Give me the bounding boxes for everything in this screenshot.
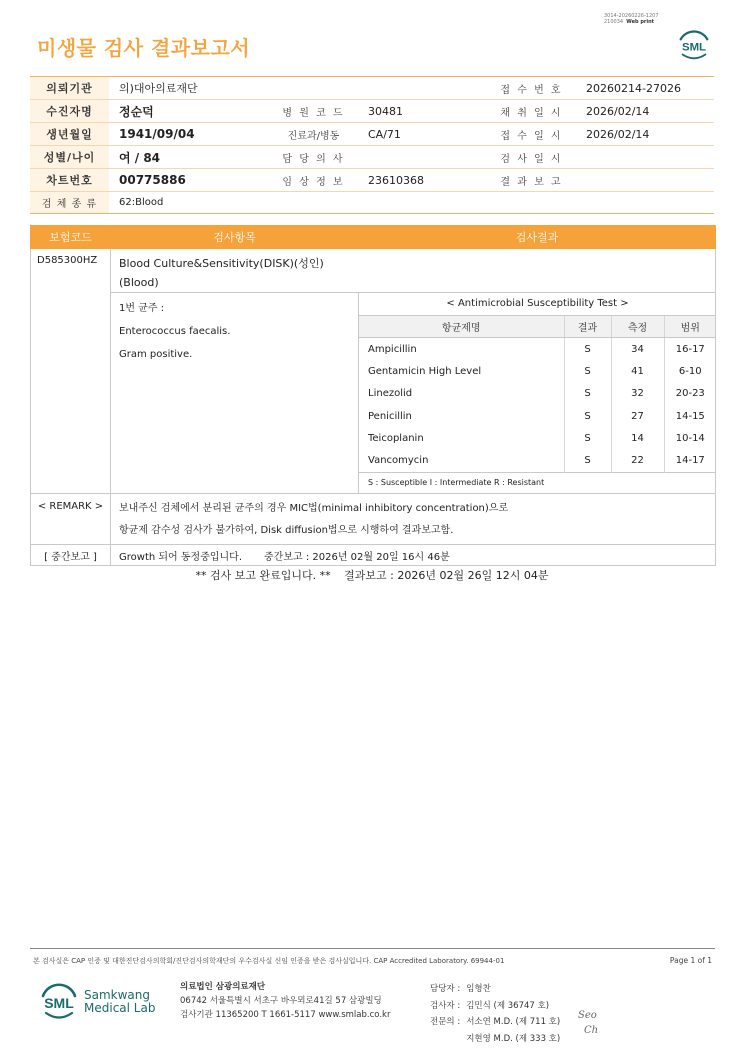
organism-cell bbox=[111, 293, 359, 494]
specialist-1: 서소연 M.D. (제 711 호) bbox=[466, 1017, 561, 1027]
final-report-line bbox=[0, 567, 744, 583]
web-print-label: Web print bbox=[626, 19, 655, 25]
tester-name: 김민식 (제 36747 호) bbox=[466, 1000, 550, 1011]
organism-label: 1번 균주 : bbox=[119, 303, 165, 314]
antibiotic-result: S bbox=[564, 338, 611, 360]
col-drug: 항균제명 bbox=[359, 315, 564, 337]
gram-stain: Gram positive. bbox=[119, 349, 193, 360]
antibiotic-range: 10-14 bbox=[664, 427, 716, 449]
label-reception-no: 접 수 번 호 bbox=[487, 77, 576, 100]
antibiotic-measure: 34 bbox=[611, 338, 664, 360]
info-row bbox=[30, 123, 714, 146]
label-hospital-code: 병 원 코 드 bbox=[269, 100, 358, 123]
institution-value: 의)대아의료재단 bbox=[109, 77, 487, 100]
dept-value: CA/71 bbox=[358, 123, 487, 146]
tester-label: 검사자 : bbox=[430, 1000, 461, 1011]
samkwang-logo bbox=[37, 980, 81, 1024]
org-name: 의료법인 삼광의료재단 bbox=[180, 982, 266, 992]
susceptibility-title: < Antimicrobial Susceptibility Test > bbox=[359, 293, 716, 315]
exam-row bbox=[31, 249, 716, 293]
organism-name: Enterococcus faecalis. bbox=[119, 326, 231, 337]
test-date-value bbox=[576, 146, 714, 169]
antibiotic-row bbox=[359, 338, 716, 360]
antibiotic-measure: 32 bbox=[611, 383, 664, 405]
name-value: 정순덕 bbox=[109, 100, 269, 123]
antibiotic-name: Penicillin bbox=[368, 410, 412, 422]
antibiotic-result: S bbox=[564, 427, 611, 449]
antibiotic-result: S bbox=[564, 360, 611, 382]
antibiotic-row bbox=[359, 383, 716, 405]
exam-name-line1: Blood Culture&Sensitivity(DISK)(성인) bbox=[119, 257, 324, 270]
sml-logo-text: SML bbox=[681, 41, 707, 54]
antibiotic-result: S bbox=[564, 450, 611, 472]
insurance-code: D585300HZ bbox=[31, 249, 111, 494]
patient-info-table bbox=[30, 76, 714, 214]
susceptibility-col-header bbox=[359, 315, 716, 337]
hospital-code-value: 30481 bbox=[358, 100, 487, 123]
remark-label: < REMARK > bbox=[31, 494, 111, 545]
interim-report bbox=[111, 545, 716, 566]
label-clinical: 임 상 정 보 bbox=[269, 169, 358, 192]
antibiotic-result: S bbox=[564, 405, 611, 427]
antibiotic-measure: 27 bbox=[611, 405, 664, 427]
susceptibility-cell bbox=[359, 293, 716, 494]
exam-name-line2: (Blood) bbox=[119, 276, 159, 289]
chart-no-value: 00775886 bbox=[109, 169, 269, 192]
brand-line2: Medical Lab bbox=[84, 1001, 156, 1015]
remark-line1: 보내주신 검체에서 분리된 균주의 경우 MIC법(minimal inhibitory concentration)으로 bbox=[119, 503, 509, 515]
antibiotic-range: 6-10 bbox=[664, 360, 716, 382]
print-code bbox=[604, 13, 659, 25]
antibiotic-name: Linezolid bbox=[368, 388, 413, 400]
info-row bbox=[30, 169, 714, 192]
specimen-value: 62:Blood bbox=[109, 192, 714, 214]
label-chart-no: 차트번호 bbox=[30, 169, 109, 192]
label-test-date: 검 사 일 시 bbox=[487, 146, 576, 169]
antibiotic-row bbox=[359, 450, 716, 472]
sml-logo bbox=[675, 26, 713, 64]
sex-age-value: 여 / 84 bbox=[109, 146, 269, 169]
collection-date-value: 2026/02/14 bbox=[576, 100, 714, 123]
label-collection-date: 채 취 일 시 bbox=[487, 100, 576, 123]
interim-text: Growth 되어 동정중입니다. bbox=[119, 551, 243, 563]
info-row bbox=[30, 192, 714, 214]
col-measure: 측정 bbox=[611, 315, 664, 337]
certification-note: 본 검사실은 CAP 인증 및 대한진단검사의학회/진단검사의학재단의 우수검사실 신임 인증을 받은 검사실입니다. CAP Accredited Laboratory. 69944-01 bbox=[33, 957, 505, 965]
page-number: Page 1 of 1 bbox=[669, 956, 712, 965]
label-reception-date: 접 수 일 시 bbox=[487, 123, 576, 146]
remark-row bbox=[31, 494, 716, 545]
label-name: 수진자명 bbox=[30, 100, 109, 123]
antibiotic-name: Ampicillin bbox=[368, 343, 417, 355]
result-header-row bbox=[31, 226, 716, 249]
final-report-time: 결과보고 : 2026년 02월 26일 12시 04분 bbox=[344, 569, 549, 582]
antibiotic-name: Teicoplanin bbox=[368, 433, 424, 445]
specialist-2: 지현영 M.D. (제 333 호) bbox=[466, 1033, 561, 1044]
staff-row bbox=[430, 999, 560, 1014]
signature-1: Seo bbox=[578, 1010, 597, 1021]
interim-time: 중간보고 : 2026년 02월 20일 16시 46분 bbox=[264, 551, 450, 563]
susceptibility-title-row bbox=[359, 293, 716, 315]
info-row bbox=[30, 146, 714, 169]
antibiotic-row bbox=[359, 427, 716, 449]
susceptibility-table bbox=[359, 293, 716, 493]
antibiotic-range: 14-17 bbox=[664, 450, 716, 472]
birth-value: 1941/09/04 bbox=[109, 123, 269, 146]
label-birth: 생년월일 bbox=[30, 123, 109, 146]
label-sex-age: 성별/나이 bbox=[30, 146, 109, 169]
antibiotic-range: 20-23 bbox=[664, 383, 716, 405]
org-address: 06742 서울특별시 서초구 바우뫼로41길 57 삼광빌딩 bbox=[180, 996, 382, 1006]
antibiotic-name: Gentamicin High Level bbox=[368, 365, 482, 377]
col-insurance-code: 보험코드 bbox=[31, 226, 111, 249]
label-specimen: 검 체 종 류 bbox=[30, 192, 109, 214]
brand-line1: Samkwang bbox=[84, 988, 150, 1002]
col-result: 결과 bbox=[564, 315, 611, 337]
clinical-value: 23610368 bbox=[358, 169, 487, 192]
label-doctor: 담 당 의 사 bbox=[269, 146, 358, 169]
samkwang-logo-text: SML bbox=[44, 995, 74, 1011]
staff-table bbox=[428, 980, 562, 1048]
remark-line2: 항균제 감수성 검사가 불가하여, Disk diffusion법으로 시행하여 결과보고함. bbox=[119, 525, 454, 537]
manager-label: 담당자 : bbox=[430, 984, 461, 994]
label-institution: 의뢰기관 bbox=[30, 77, 109, 100]
report-complete: ** 검사 보고 완료입니다. ** bbox=[195, 569, 331, 582]
remark-text bbox=[111, 494, 716, 545]
legend-row bbox=[359, 472, 716, 493]
staff-row bbox=[430, 1032, 560, 1047]
exam-name bbox=[111, 249, 716, 293]
susceptibility-legend: S : Susceptible I : Intermediate R : Resistant bbox=[359, 472, 716, 493]
print-code-line2: 210034 bbox=[604, 19, 624, 25]
interim-row bbox=[31, 545, 716, 566]
reception-date-value: 2026/02/14 bbox=[576, 123, 714, 146]
info-row bbox=[30, 77, 714, 100]
col-range: 범위 bbox=[664, 315, 716, 337]
col-exam-item: 검사항목 bbox=[111, 226, 359, 249]
label-dept: 진료과/병동 bbox=[269, 123, 358, 146]
brand-name bbox=[84, 989, 155, 1015]
footer-divider bbox=[30, 948, 715, 949]
antibiotic-result: S bbox=[564, 383, 611, 405]
antibiotic-range: 16-17 bbox=[664, 338, 716, 360]
info-row bbox=[30, 100, 714, 123]
staff-row bbox=[430, 982, 560, 997]
antibiotic-list bbox=[359, 338, 716, 472]
antibiotic-measure: 41 bbox=[611, 360, 664, 382]
antibiotic-row bbox=[359, 360, 716, 382]
report-title: 미생물 검사 결과보고서 bbox=[37, 36, 251, 60]
reception-no-value: 20260214-27026 bbox=[576, 77, 714, 100]
antibiotic-range: 14-15 bbox=[664, 405, 716, 427]
signature-2: Ch bbox=[584, 1025, 599, 1036]
antibiotic-name: Vancomycin bbox=[368, 455, 429, 467]
manager-name: 임형찬 bbox=[466, 984, 491, 994]
print-code-line1: 3014-20260226-1207 bbox=[604, 13, 659, 19]
interim-label: [ 중간보고 ] bbox=[31, 545, 111, 566]
org-contact: 검사기관 11365200 T 1661-5117 www.smlab.co.kr bbox=[180, 1010, 391, 1020]
specialist-label: 전문의 : bbox=[430, 1017, 461, 1027]
organism-row bbox=[31, 293, 716, 494]
organization-info bbox=[180, 980, 390, 1022]
doctor-value bbox=[358, 146, 487, 169]
staff-row bbox=[430, 1015, 560, 1030]
result-table bbox=[30, 225, 716, 566]
antibiotic-measure: 22 bbox=[611, 450, 664, 472]
col-exam-result: 검사결과 bbox=[359, 226, 716, 249]
antibiotic-row bbox=[359, 405, 716, 427]
report-value bbox=[576, 169, 714, 192]
antibiotic-measure: 14 bbox=[611, 427, 664, 449]
label-report: 결 과 보 고 bbox=[487, 169, 576, 192]
